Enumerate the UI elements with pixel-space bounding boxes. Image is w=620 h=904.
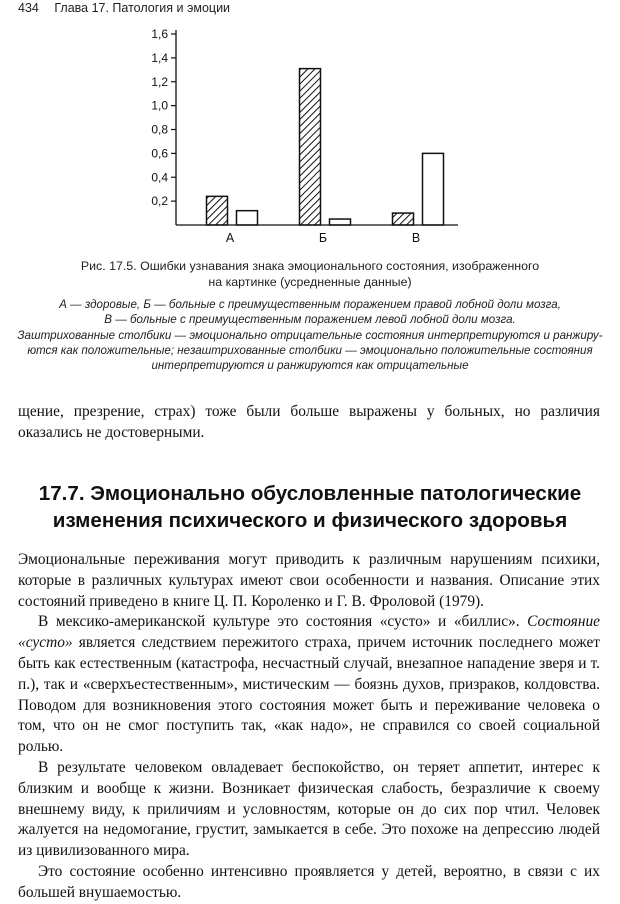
y-tick-label: 1,2 — [151, 74, 168, 89]
bar-chart — [140, 24, 480, 248]
y-tick-label: 1,0 — [151, 98, 168, 113]
x-category-label: А — [225, 231, 235, 245]
legend-line: Заштрихованные столбики — эмоционально отрицательные состояния интерпретируются и ранжиру- — [17, 328, 603, 342]
y-tick-label: 0,6 — [151, 146, 168, 161]
paragraph: щение, презрение, страх) тоже были больше выражены у больных, но различия оказались не достоверными. — [18, 403, 600, 441]
bar-plain — [237, 211, 258, 225]
section-heading-line: 17.7. Эмоционально обусловленные патологические — [38, 482, 582, 505]
running-head — [18, 1, 230, 15]
y-tick-label: 0,8 — [151, 122, 168, 137]
page-number: 434 — [18, 1, 39, 15]
legend-line: А — здоровые, Б — больные с преимущественным поражением правой лобной доли мозга, — [59, 298, 561, 311]
section-body — [18, 550, 600, 904]
figure-caption — [30, 258, 590, 290]
bar-hatched — [207, 196, 228, 225]
paragraph — [18, 612, 600, 758]
italic-term: Состояние «сусто» — [18, 613, 600, 652]
y-tick-label: 1,4 — [151, 50, 168, 65]
bar-plain — [423, 153, 444, 225]
legend-line: В — больные с преимущественным поражением левой лобной доли мозга. — [104, 313, 516, 327]
section-heading — [10, 480, 610, 534]
caption-line: Рис. 17.5. Ошибки узнавания знака эмоционального состояния, изображенного — [80, 259, 540, 273]
bar-plain — [330, 219, 351, 225]
y-tick-label: 1,6 — [151, 27, 168, 41]
y-tick-label: 0,4 — [151, 170, 168, 185]
legend-line: ются как положительные; незаштрихованные столбики — эмоционально положительные состояния — [27, 343, 593, 357]
x-category-label: В — [411, 231, 421, 245]
caption-line: на картинке (усредненные данные) — [208, 275, 412, 289]
paragraph-start: В мексико-американской культуре это состояния «сусто» и «биллис». — [38, 613, 528, 631]
bar-hatched — [300, 69, 321, 225]
paragraph: В результате человеком овладевает беспокойство, он теряет аппетит, интерес к близким и вообще к жизни. Возникает физическая слабость, безразличие к своему внешнему виду, к приличиям и условностям, которые он до сих пор чтил. Человек жалуется на недомогание, грустит, замыкается в себе. Это похоже на депрессию людей из цивилизованного мира. — [18, 758, 600, 860]
figure-legend — [14, 297, 606, 373]
legend-line: интерпретируются и ранжируются как отрицательные — [151, 359, 469, 373]
chapter-title: Глава 17. Патология и эмоции — [54, 1, 231, 15]
continuation-paragraph — [18, 402, 600, 444]
section-heading-line: изменения психического и физического здоровья — [52, 509, 568, 532]
y-tick-label: 0,2 — [151, 194, 168, 209]
x-category-label: Б — [318, 231, 328, 245]
paragraph: Это состояние особенно интенсивно проявляется у детей, вероятно, в связи с их большей внушаемостью. — [18, 862, 600, 901]
bar-hatched — [393, 213, 414, 225]
paragraph: Эмоциональные переживания могут приводить к различным нарушениям психики, которые в различных культурах имеют свои особенности и названия. Описание этих состояний приведено в книге Ц. П. Короленко и Г. В. Фроловой (1979). — [18, 551, 600, 610]
paragraph-rest: является следствием пережитого страха, причем источник последнего может быть как естественным (катастрофа, несчастный случай, внезапное нападение зверя и т. п.), так и «сверхъестественным», мистическим — боязнь духов, призраков, колдовства. Поводом для возникновения этого состояния может быть и переживание человека о том, что он не смог поступить так, «как надо», не справился со своей социальной ролью. — [18, 634, 600, 756]
